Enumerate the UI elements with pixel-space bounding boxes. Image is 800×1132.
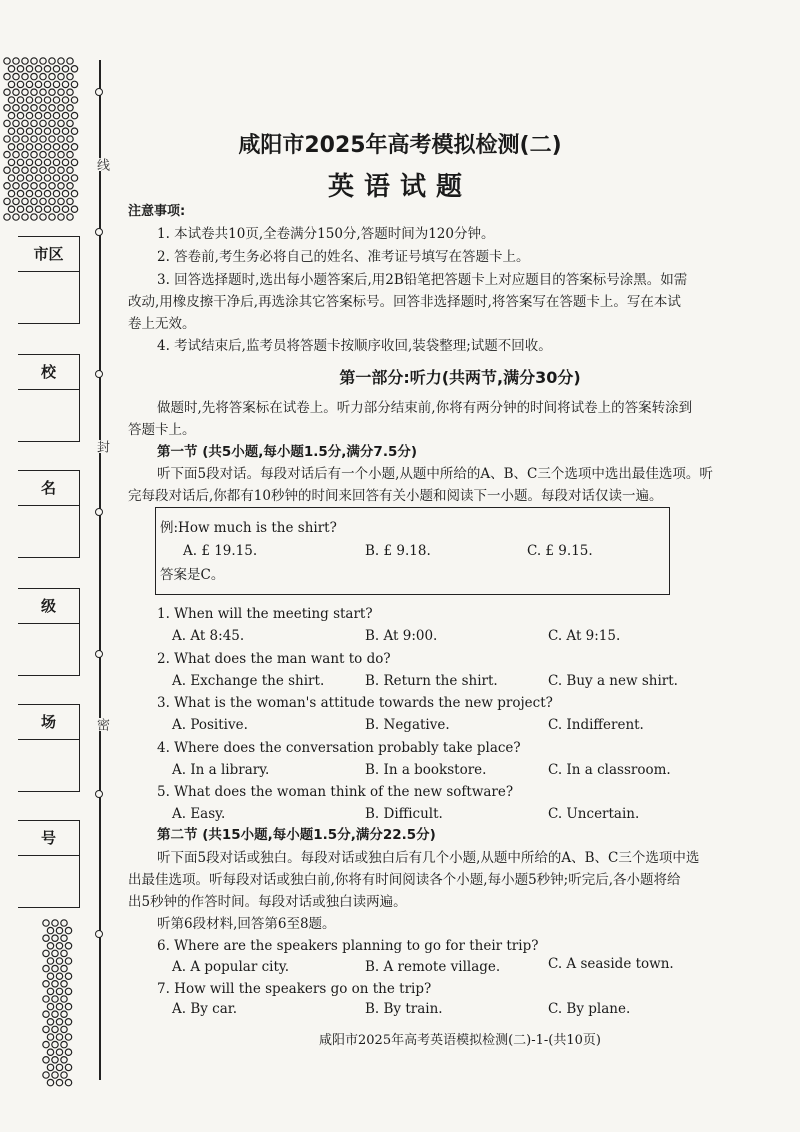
binding-dot xyxy=(56,973,62,979)
binding-dot xyxy=(62,206,68,212)
part1-heading: 第一部分:听力(共两节,满分30分) xyxy=(339,368,581,387)
binding-dot xyxy=(35,112,41,118)
binding-dot xyxy=(26,206,32,212)
binding-dot xyxy=(13,120,19,126)
binding-dot xyxy=(56,943,62,949)
binding-dot xyxy=(44,159,50,165)
binding-dot xyxy=(44,66,50,72)
binding-dot xyxy=(65,1019,71,1025)
binding-dot xyxy=(26,112,32,118)
binding-dot xyxy=(40,120,46,126)
field-rule xyxy=(18,271,79,272)
binding-dot xyxy=(47,927,53,933)
binding-dot xyxy=(62,97,68,103)
part1-intro: 做题时,先将答案标在试卷上。听力部分结束前,你将有两分钟的时间将试卷上的答案转涂到 xyxy=(157,400,693,416)
notice-item: 4. 考试结束后,监考员将答题卡按顺序收回,装袋整理;试题不回收。 xyxy=(157,338,552,354)
material-note: 听第6段材料,回答第6至8题。 xyxy=(157,916,336,932)
binding-dot xyxy=(43,965,49,971)
binding-dot xyxy=(67,73,73,79)
field-name xyxy=(18,470,80,558)
binding-dot xyxy=(8,66,14,72)
binding-dot xyxy=(61,996,67,1002)
section2-directions: 听下面5段对话或独白。每段对话或独白后有几个小题,从题中所给的A、B、C三个选项中选 xyxy=(157,850,700,866)
binding-dot xyxy=(61,965,67,971)
binding-dot xyxy=(17,66,23,72)
binding-dot xyxy=(71,112,77,118)
question-text: 6. Where are the speakers planning to go for their trip? xyxy=(157,938,539,954)
binding-dot xyxy=(49,58,55,64)
binding-dot xyxy=(44,81,50,87)
binding-dot xyxy=(52,1011,58,1017)
field-number xyxy=(18,820,80,908)
binding-dot xyxy=(62,159,68,165)
question-option-b: B. A remote village. xyxy=(365,959,501,975)
binding-dot xyxy=(8,97,14,103)
binding-dot xyxy=(65,1064,71,1070)
binding-dot xyxy=(71,206,77,212)
binding-dot xyxy=(4,214,10,220)
binding-dot xyxy=(71,81,77,87)
binding-dot xyxy=(56,958,62,964)
binding-dot xyxy=(44,112,50,118)
question-option-b: B. By train. xyxy=(365,1001,443,1017)
question-option-a: A. Exchange the shirt. xyxy=(172,673,325,689)
binding-dot xyxy=(61,1057,67,1063)
binding-dot xyxy=(26,97,32,103)
binding-dot xyxy=(58,214,64,220)
binding-mark-line: 线 xyxy=(94,158,109,171)
binding-dot xyxy=(58,105,64,111)
binding-dot xyxy=(47,958,53,964)
binding-dot xyxy=(62,66,68,72)
binding-dot xyxy=(65,943,71,949)
binding-dot xyxy=(26,81,32,87)
binding-dot xyxy=(53,81,59,87)
binding-line xyxy=(99,60,101,1080)
binding-dot xyxy=(61,920,67,926)
field-rule xyxy=(18,389,79,390)
binding-dot xyxy=(44,206,50,212)
binding-dot xyxy=(8,112,14,118)
binding-dot xyxy=(35,66,41,72)
question-text: 3. What is the woman's attitude towards the new project? xyxy=(157,695,553,711)
binding-dot xyxy=(44,97,50,103)
binding-dot xyxy=(31,214,37,220)
field-label: 级 xyxy=(40,597,56,615)
example-question: 例:How much is the shirt? xyxy=(160,520,337,536)
binding-dot xyxy=(65,1079,71,1085)
binding-dot xyxy=(43,1011,49,1017)
example-option-a: A. £ 19.15. xyxy=(183,543,258,559)
binding-dot xyxy=(43,996,49,1002)
binding-dot xyxy=(61,950,67,956)
binding-dot xyxy=(40,89,46,95)
section2-heading: 第二节 (共15小题,每小题1.5分,满分22.5分) xyxy=(157,827,436,843)
question-text: 7. How will the speakers go on the trip? xyxy=(157,981,432,997)
binding-dot xyxy=(61,1011,67,1017)
binding-dot xyxy=(31,120,37,126)
binding-dot xyxy=(35,206,41,212)
question-option-b: B. Return the shirt. xyxy=(365,673,498,689)
binding-dot xyxy=(47,943,53,949)
binding-dot xyxy=(65,988,71,994)
binding-dot xyxy=(52,996,58,1002)
binding-dot xyxy=(71,159,77,165)
binding-dot xyxy=(52,935,58,941)
section2-directions: 出最佳选项。听每段对话或独白前,你将有时间阅读各个小题,每小题5秒钟;听完后,各小题将给 xyxy=(128,872,681,888)
binding-dot xyxy=(35,97,41,103)
binding-dot xyxy=(13,89,19,95)
field-class xyxy=(18,588,80,676)
binding-dot xyxy=(47,1079,53,1085)
binding-dot xyxy=(31,58,37,64)
binding-dot xyxy=(13,58,19,64)
binding-dot xyxy=(47,973,53,979)
binding-dot xyxy=(26,66,32,72)
section1-directions: 完每段对话后,你都有10秒钟的时间来回答有关小题和阅读下一小题。每段对话仅读一遍。 xyxy=(128,488,663,504)
binding-mark-seal: 封 xyxy=(94,440,109,453)
binding-dot xyxy=(62,112,68,118)
question-option-c: C. Indifferent. xyxy=(548,717,644,733)
binding-dot xyxy=(67,89,73,95)
binding-dot xyxy=(17,97,23,103)
section1-directions: 听下面5段对话。每段对话后有一个小题,从题中所给的A、B、C三个选项中选出最佳选项。听 xyxy=(157,466,713,482)
notice-item: 卷上无效。 xyxy=(128,316,196,332)
binding-dot xyxy=(40,105,46,111)
binding-dot xyxy=(52,920,58,926)
binding-dot xyxy=(40,214,46,220)
binding-dot xyxy=(4,89,10,95)
question-option-c: C. In a classroom. xyxy=(548,762,671,778)
binding-dot xyxy=(52,981,58,987)
binding-dot xyxy=(56,1049,62,1055)
binding-dot xyxy=(40,73,46,79)
binding-dot xyxy=(65,927,71,933)
notice-item: 1. 本试卷共10页,全卷满分150分,答题时间为120分钟。 xyxy=(157,226,495,242)
binding-dot xyxy=(4,58,10,64)
question-option-a: A. A popular city. xyxy=(172,959,290,975)
question-option-a: A. Positive. xyxy=(172,717,248,733)
example-answer: 答案是C。 xyxy=(160,567,225,583)
question-option-a: A. In a library. xyxy=(172,762,270,778)
binding-dot xyxy=(65,973,71,979)
binding-dot xyxy=(49,73,55,79)
binding-dot xyxy=(58,89,64,95)
section2-directions: 出5秒钟的作答时间。每段对话或独白读两遍。 xyxy=(128,894,407,910)
binding-dot xyxy=(35,81,41,87)
field-rule xyxy=(18,739,79,740)
binding-dot xyxy=(31,73,37,79)
field-label: 号 xyxy=(40,829,56,847)
binding-dot xyxy=(52,1057,58,1063)
field-district xyxy=(18,236,80,324)
binding-dot xyxy=(22,105,28,111)
binding-dot xyxy=(35,159,41,165)
question-text: 1. When will the meeting start? xyxy=(157,606,373,622)
binding-dot xyxy=(8,159,14,165)
binding-dot xyxy=(61,935,67,941)
exam-subtitle: 英语试题 xyxy=(327,172,472,202)
binding-hole xyxy=(95,228,103,236)
question-text: 5. What does the woman think of the new software? xyxy=(157,784,514,800)
page-footer: 咸阳市2025年高考英语模拟检测(二)-1-(共10页) xyxy=(319,1033,601,1048)
notice-heading: 注意事项: xyxy=(128,204,186,219)
binding-dot xyxy=(52,950,58,956)
binding-hole xyxy=(95,790,103,798)
question-option-a: A. By car. xyxy=(172,1001,238,1017)
binding-dot xyxy=(26,159,32,165)
notice-item: 改动,用橡皮擦干净后,再选涂其它答案标号。回答非选择题时,将答案写在答题卡上。写在本试 xyxy=(128,294,681,310)
binding-dot xyxy=(43,1072,49,1078)
binding-dot xyxy=(31,105,37,111)
binding-hole xyxy=(95,88,103,96)
binding-dots-bottom xyxy=(40,918,120,1088)
question-option-b: B. At 9:00. xyxy=(365,628,438,644)
binding-dot xyxy=(65,1003,71,1009)
field-label: 名 xyxy=(40,479,56,497)
field-label: 场 xyxy=(40,713,56,731)
binding-dot xyxy=(13,214,19,220)
binding-dot xyxy=(65,958,71,964)
binding-dot xyxy=(67,120,73,126)
binding-dot xyxy=(61,981,67,987)
binding-dot xyxy=(67,105,73,111)
binding-dot xyxy=(17,81,23,87)
question-option-b: B. In a bookstore. xyxy=(365,762,487,778)
binding-dot xyxy=(47,1064,53,1070)
binding-dot xyxy=(56,988,62,994)
binding-dot xyxy=(47,1019,53,1025)
binding-dot xyxy=(17,159,23,165)
field-rule xyxy=(18,505,79,506)
question-option-c: C. Uncertain. xyxy=(548,806,640,822)
binding-dot xyxy=(22,120,28,126)
field-rule xyxy=(18,855,79,856)
binding-dot xyxy=(53,97,59,103)
binding-dot xyxy=(8,81,14,87)
binding-dot xyxy=(47,1049,53,1055)
binding-dot xyxy=(56,1003,62,1009)
binding-mark-secret: 密 xyxy=(94,718,109,731)
binding-dot xyxy=(43,950,49,956)
binding-dot xyxy=(56,927,62,933)
binding-dot xyxy=(8,206,14,212)
field-rule xyxy=(18,623,79,624)
binding-dot xyxy=(22,214,28,220)
binding-dot xyxy=(13,105,19,111)
notice-item: 2. 答卷前,考生务必将自己的姓名、准考证号填写在答题卡上。 xyxy=(157,249,530,265)
binding-dot xyxy=(53,159,59,165)
binding-dot xyxy=(67,58,73,64)
binding-dot xyxy=(43,920,49,926)
binding-dot xyxy=(22,58,28,64)
field-label: 校 xyxy=(40,363,56,381)
question-option-a: A. At 8:45. xyxy=(172,628,245,644)
binding-dot xyxy=(4,105,10,111)
binding-dot xyxy=(65,1049,71,1055)
binding-dot xyxy=(49,120,55,126)
section1-heading: 第一节 (共5小题,每小题1.5分,满分7.5分) xyxy=(157,444,418,460)
binding-dot xyxy=(22,89,28,95)
binding-dot xyxy=(52,965,58,971)
binding-dot xyxy=(67,214,73,220)
question-option-a: A. Easy. xyxy=(172,806,226,822)
binding-dot xyxy=(62,81,68,87)
binding-dot xyxy=(53,112,59,118)
binding-dot xyxy=(56,1019,62,1025)
binding-dot xyxy=(49,214,55,220)
binding-hole xyxy=(95,508,103,516)
example-option-b: B. £ 9.18. xyxy=(365,543,431,559)
binding-dot xyxy=(58,120,64,126)
binding-dot xyxy=(22,73,28,79)
binding-dot xyxy=(49,89,55,95)
binding-dot xyxy=(4,120,10,126)
question-option-c: C. By plane. xyxy=(548,1001,631,1017)
binding-dot xyxy=(17,206,23,212)
field-room xyxy=(18,704,80,792)
part1-intro: 答题卡上。 xyxy=(128,422,196,438)
example-option-c: C. £ 9.15. xyxy=(527,543,593,559)
binding-dot xyxy=(31,89,37,95)
binding-dot xyxy=(53,66,59,72)
binding-dot xyxy=(47,1003,53,1009)
binding-dot xyxy=(43,981,49,987)
binding-dot xyxy=(4,73,10,79)
binding-dot xyxy=(53,206,59,212)
question-text: 2. What does the man want to do? xyxy=(157,651,391,667)
question-option-c: C. At 9:15. xyxy=(548,628,621,644)
question-text: 4. Where does the conversation probably take place? xyxy=(157,740,521,756)
notice-item: 3. 回答选择题时,选出每小题答案后,用2B铅笔把答题卡上对应题目的答案标号涂黑。如需 xyxy=(157,272,688,288)
binding-dot xyxy=(71,66,77,72)
binding-dot xyxy=(61,1072,67,1078)
binding-dot xyxy=(52,1072,58,1078)
exam-title: 咸阳市2025年高考模拟检测(二) xyxy=(238,133,562,158)
binding-dot xyxy=(58,58,64,64)
question-option-b: B. Difficult. xyxy=(365,806,443,822)
binding-dot xyxy=(47,988,53,994)
binding-dot xyxy=(13,73,19,79)
binding-hole xyxy=(95,930,103,938)
binding-dot xyxy=(17,112,23,118)
binding-dot xyxy=(43,935,49,941)
question-option-c: C. Buy a new shirt. xyxy=(548,673,678,689)
binding-dot xyxy=(58,73,64,79)
question-option-c: C. A seaside town. xyxy=(548,956,674,972)
binding-dot xyxy=(56,1064,62,1070)
binding-hole xyxy=(95,650,103,658)
binding-dot xyxy=(40,58,46,64)
field-label: 市区 xyxy=(33,245,64,263)
binding-dot xyxy=(56,1079,62,1085)
binding-dot xyxy=(43,1057,49,1063)
binding-dot xyxy=(49,105,55,111)
binding-dot xyxy=(71,97,77,103)
question-option-b: B. Negative. xyxy=(365,717,450,733)
